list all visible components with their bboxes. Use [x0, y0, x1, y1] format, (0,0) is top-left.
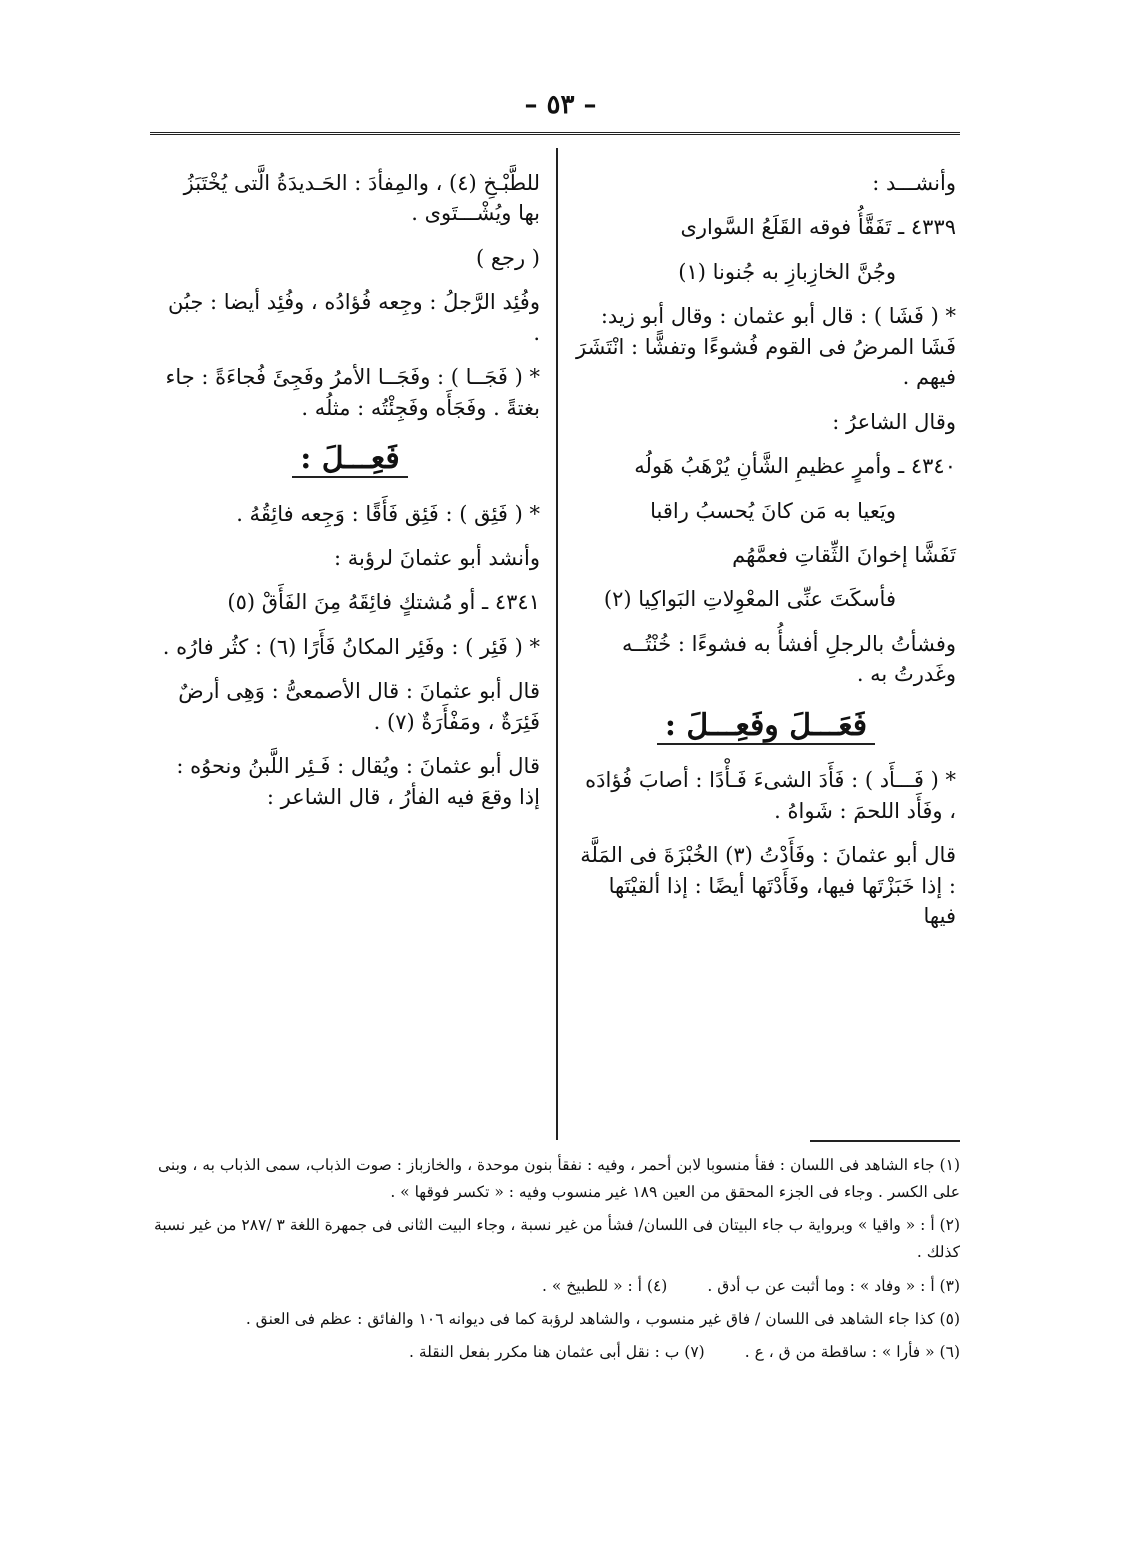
- verse-line: ٤٣٣٩ ـ تَفَقَّأُ فوقه القَلَعُ السَّوارى: [680, 215, 956, 240]
- footnotes: [150, 1152, 960, 1372]
- text-line: وأنشـــد :: [872, 171, 956, 195]
- footnote-row: [150, 1273, 960, 1300]
- entry-paragraph: وفُئِد الرَّجلُ : وجِعه فُؤادُه ، وفُئِد أيضا : جبُن .: [168, 290, 540, 345]
- entry-paragraph: * ( فَجَــا ) : وفَجَــا الأمرُ وفَجِئَ فُجاءَةً : جاء بغتةً . وفَجَأَه وفَجِئْتُه : مثلُه .: [165, 365, 540, 420]
- section-heading: [576, 704, 956, 748]
- verse-line: ٤٣٤١ ـ أو مُشتكٍ فائِقَهُ مِنَ الفَأَقْ (٥): [227, 590, 540, 615]
- section-heading-text: فَعَـــلَ وفَعِـــلَ :: [657, 708, 875, 745]
- page-number: – ٥٣ –: [524, 90, 597, 120]
- text-line: وأنشد أبو عثمانَ لرؤبة :: [334, 546, 540, 570]
- verse-line: تَفَشَّا إخوانَ الثِّقاتِ فعمَّهُم: [732, 542, 956, 567]
- entry-paragraph: للطَّبْـخِ (٤) ، والمِفأدَ : الحَـديدَةُ الَّتى يُخْتَبَزُ بها ويُشْـــتَوى .: [183, 171, 540, 226]
- footnote: (٦) « فأرا » : ساقطة من ق ، ع .: [744, 1342, 960, 1361]
- section-heading: [160, 437, 540, 481]
- footnote: (١) جاء الشاهد فى اللسان : فقأ منسوبا لابن أحمر ، وفيه : نفقأ بنون موحدة ، والخازباز : صوت الذباب، سمى الذباب به ، وبنى على الكسر . وجاء فى الجزء المحقق من العين ١٨٩ غير منسوب وفيه : « تكسر فوقها » .: [158, 1156, 960, 1202]
- footnote: (٧) ب : نقل أبى عثمان هنا مكرر بفعل النقلة .: [409, 1342, 705, 1361]
- entry-paragraph: * ( فَشَا ) : قال أبو عثمان : وقال أبو زيد: فَشَا المرضُ فى القوم فُشوءًا وتفشًّا : انْتَشَرَ فيهم .: [576, 304, 956, 390]
- header-rule: [150, 132, 960, 135]
- verse-line: فأسكَتَ عنِّى المعْوِلاتِ البَواكِيا (٢): [603, 587, 896, 612]
- verse-line: ويَعيا به مَن كانَ يُحسبُ راقبا: [650, 498, 896, 523]
- column-divider: [556, 148, 558, 1140]
- footnote: (٥) كذا جاء الشاهد فى اللسان / فاق غير منسوب ، والشاهد لرؤبة كما فى ديوانه ١٠٦ والفائق : عظم فى العنق .: [245, 1309, 960, 1328]
- footnote: (٣) أ : « وفاد » : وما أثبت عن ب أدق .: [707, 1276, 960, 1295]
- entry-paragraph: قال أبو عثمانَ : ويُقال : فَـئِر اللَّبنُ ونحوُه : إذا وقعَ فيه الفأرُ ، قال الشاعر :: [176, 754, 540, 809]
- entry-paragraph: * ( فَئِر ) : وفَئِر المكانُ فَأَرًا (٦) : كثُر فارُه .: [162, 634, 540, 659]
- verse-line: ٤٣٤٠ ـ وأمرٍ عظيمِ الشَّأنِ يُرْهَبُ هَولُه: [634, 454, 956, 479]
- verse-line: وجُنَّ الخازِبازِ به جُنونا (١): [678, 259, 896, 284]
- entry-paragraph: قال أبو عثمانَ : وفَأَدْتُ (٣) الخُبْزَةَ فى المَلَّة : إذا خَبَزْتَها فيها، وفَأَدْتَها أيضًا : إذا ألقيْتَها فيها: [580, 843, 956, 928]
- entry-paragraph: وفشأتُ بالرجلِ أفشأُ به فشوءًا : خُنْتُــه وغَدرتُ به .: [622, 631, 956, 687]
- footnote-rule: [810, 1140, 960, 1142]
- footnote: (٢) أ : « واقيا » وبرواية ب جاء البيتان فى اللسان/ فشأ من غير نسبة ، وجاء البيت الثانى فى جمهرة اللغة ٣ /٢٨٧ من غير نسبة كذلك .: [154, 1216, 960, 1262]
- text-line: وقال الشاعرُ :: [832, 409, 956, 434]
- text-line: ( رجع ): [475, 245, 540, 270]
- entry-paragraph: قال أبو عثمانَ : قال الأصمعىُّ : وَهِى أرضٌ فَئِرَةٌ ، ومَفْأَرَةٌ (٧) .: [178, 679, 540, 734]
- footnote-row: [150, 1339, 960, 1366]
- footnote: (٤) أ : « للطبيخ » .: [542, 1276, 668, 1295]
- entry-paragraph: * ( فَـــأَد ) : فَأَدَ الشىءَ فَـأْدًا : أصابَ فُؤادَه ، وفَأَد اللحمَ : شَواهُ .: [585, 768, 956, 823]
- section-heading-text: فَعِـــلَ :: [292, 441, 407, 478]
- left-column: [160, 168, 540, 826]
- entry-paragraph: * ( فَئِق ) : فَئِق فَأَقًا : وَجِعه فائِقُهُ .: [236, 501, 540, 526]
- right-column: [576, 168, 956, 945]
